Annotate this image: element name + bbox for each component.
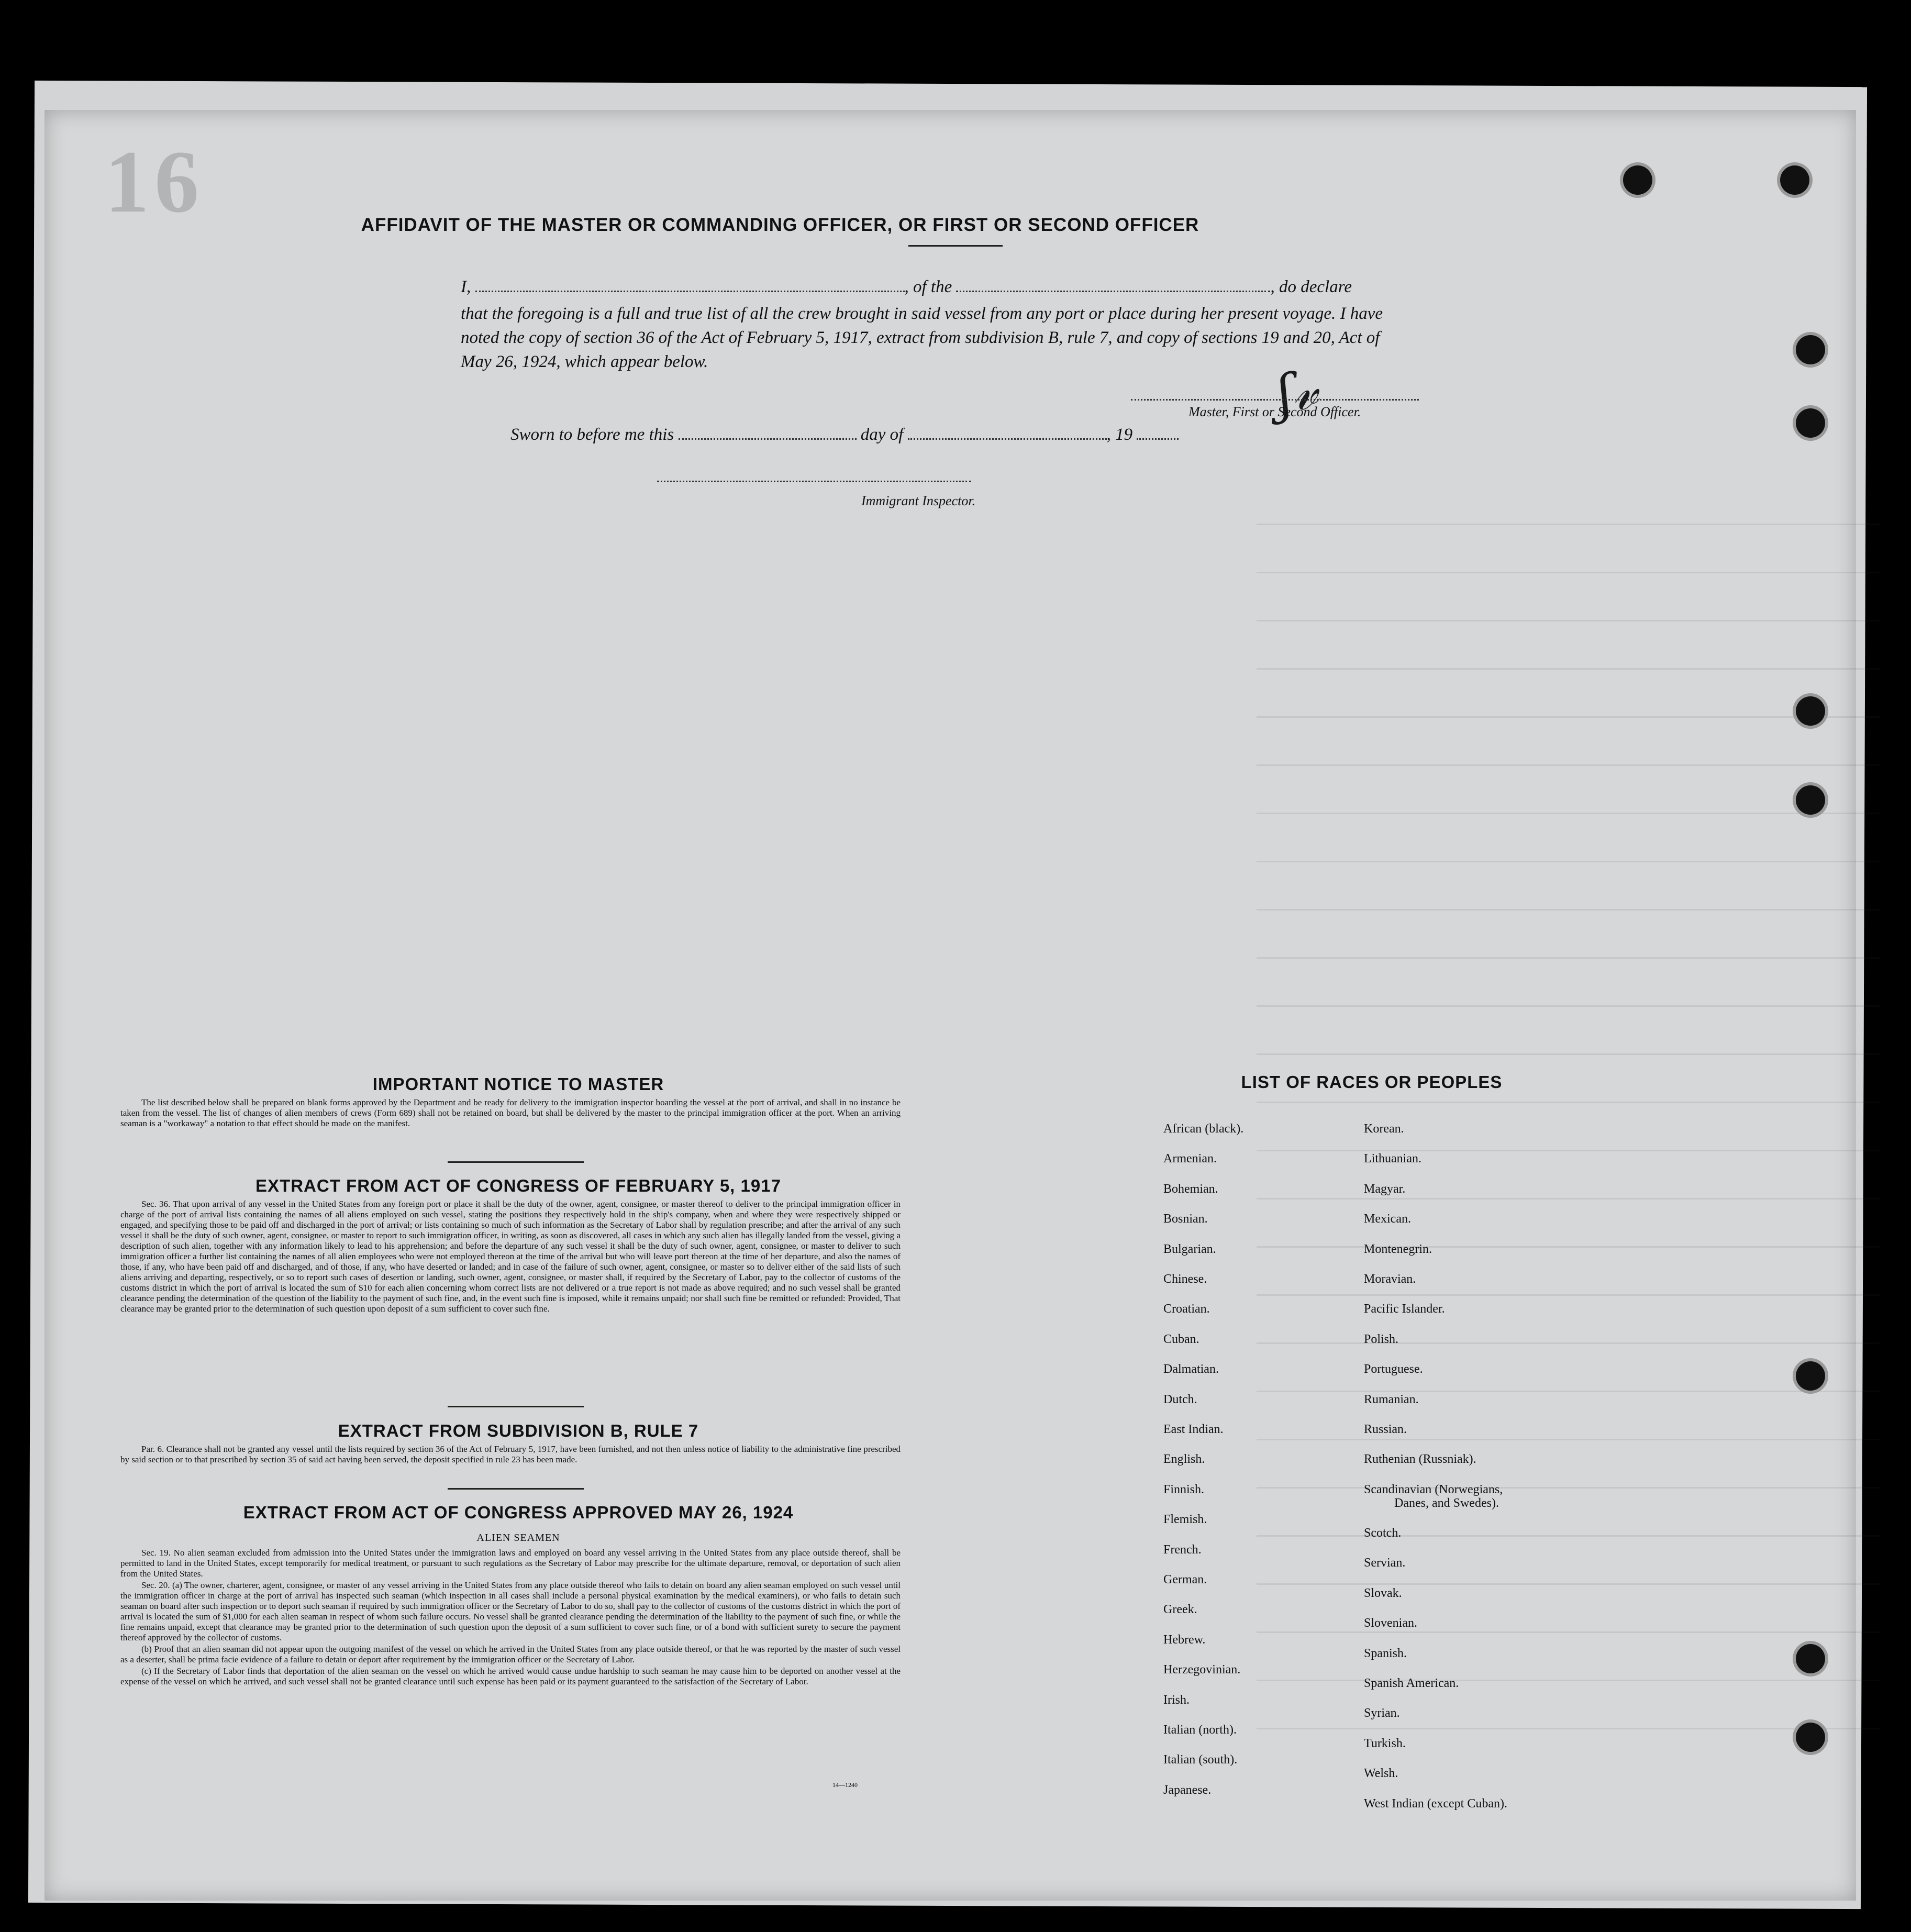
- ghost-row: [1257, 764, 1880, 766]
- name-blank[interactable]: [475, 291, 905, 292]
- affidavit-i-label: I,: [461, 277, 471, 296]
- race-item: Dalmatian.: [1163, 1362, 1219, 1376]
- notice-title: IMPORTANT NOTICE TO MASTER: [372, 1074, 664, 1094]
- ghost-row: [1257, 668, 1880, 670]
- title-rule: [908, 245, 1003, 247]
- sec-19-paragraph: Sec. 19. No alien seaman excluded from admission into the United States under the immigration laws and employed on board any vessel arriving in the United States from any place outside thereof, shall be permitted to land in the United States, except temporarily for medical treatment, or pursuant to such regulations as the Secretary of Labor may prescribe for the ultimate departure, removal, or deportation of such alien from the United States.: [120, 1548, 901, 1579]
- race-item: Slovenian.: [1364, 1616, 1417, 1630]
- race-item: Moravian.: [1364, 1272, 1416, 1286]
- sec-20a-paragraph: Sec. 20. (a) The owner, charterer, agent, consignee, or master of any vessel arriving in the United States from any place outside thereof who fails to detain on board any alien seaman employed on such vessel until the immigration officer in charge at the port of arrival has inspected such seaman (which inspection in all cases shall include a personal physical examination by the medical examiners), or who fails to detain such seaman on board after such inspection or to deport such seaman if required by such immigration officer or the Secretary of Labor to do so, shall pay to the collector of customs of the customs district in which the port of arrival is located the sum of $1,000 for each alien seaman in respect of whom such failure occurs. No vessel shall be granted clearance pending the determination of the liability to the payment of such fine, or while the fine remains unpaid, except that clearance may be granted prior to the determination of such question upon the deposit of a sum sufficient to cover such fine, or of a bond with sufficient surety to secure the payment thereof approved by the collector of customs.: [120, 1580, 901, 1642]
- race-item: Syrian.: [1364, 1706, 1400, 1720]
- race-item: Italian (south).: [1163, 1753, 1238, 1767]
- race-item: Russian.: [1364, 1423, 1407, 1436]
- race-item: Herzegovinian.: [1163, 1663, 1241, 1677]
- affidavit-of-the-label: , of the: [904, 277, 952, 296]
- race-item: Irish.: [1163, 1693, 1190, 1707]
- signature-caption: Master, First or Second Officer.: [1188, 404, 1361, 419]
- ghost-row: [1257, 1391, 1880, 1392]
- race-item: Chinese.: [1163, 1272, 1207, 1286]
- race-item: Mexican.: [1364, 1212, 1411, 1226]
- form-number: 14—1240: [832, 1781, 858, 1789]
- race-item: Japanese.: [1163, 1783, 1212, 1797]
- ghost-row: [1257, 572, 1880, 573]
- sworn-year-blank[interactable]: [1137, 438, 1179, 440]
- section-rule: [448, 1161, 584, 1163]
- ghost-row: [1257, 1342, 1880, 1344]
- ghost-row: [1257, 861, 1880, 862]
- race-item: Welsh.: [1364, 1767, 1398, 1781]
- race-item: Magyar.: [1364, 1182, 1406, 1196]
- punch-hole: [1796, 785, 1825, 815]
- affidavit-title: AFFIDAVIT OF THE MASTER OR COMMANDING OFFICER, OR FIRST OR SECOND OFFICER: [361, 215, 1199, 235]
- affidavit-declare-label: , do declare: [1270, 277, 1352, 296]
- race-item: Italian (north).: [1163, 1723, 1237, 1737]
- race-item: Flemish.: [1163, 1513, 1207, 1527]
- affidavit-body: that the foregoing is a full and true list of all the crew brought in said vessel from any port or place during her present voyage. I have noted the copy of section 36 of the Act of February 5, 1917, extract from subdivision B, rule 7, and copy of sections 19 and 20, Act of May 26, 1924, which appear below.: [461, 304, 1383, 371]
- race-item: Korean.: [1364, 1122, 1404, 1136]
- race-item: Armenian.: [1163, 1152, 1217, 1166]
- sec-20b-paragraph: (b) Proof that an alien seaman did not appear upon the outgoing manifest of the vessel on which he arrived in the United States from any place outside thereof, or that he was reported by the master of such vessel as a deserter, shall be prima facie evidence of a failure to detain or deport after requirement by the immigration officer or the Secretary of Labor.: [120, 1644, 901, 1664]
- notice-paragraph: The list described below shall be prepared on blank forms approved by the Department and be ready for delivery to the immigration inspector boarding the vessel at the port of arrival, and shall in no instance be taken from the vessel. The list of changes of alien members of crews (Form 689) shall not be retained on board, but shall be delivered by the master to the principal immigration officer at the port. When an arriving seaman is a "workaway" a notation to that effect should be made on the manifest.: [120, 1097, 901, 1128]
- race-item: Scotch.: [1364, 1526, 1402, 1540]
- race-item: Montenegrin.: [1364, 1242, 1432, 1256]
- punch-hole: [1796, 696, 1825, 726]
- sworn-month-blank[interactable]: [908, 438, 1107, 440]
- race-item: Pacific Islander.: [1364, 1302, 1445, 1316]
- ghost-row: [1257, 1439, 1880, 1440]
- signature-line[interactable]: [1131, 399, 1419, 401]
- year-label: , 19: [1106, 425, 1133, 444]
- race-item: Slovak.: [1364, 1586, 1402, 1600]
- race-item: Danes, and Swedes).: [1394, 1496, 1499, 1510]
- punch-hole: [1796, 1723, 1825, 1752]
- notice-text: [120, 1097, 901, 1130]
- race-item: Servian.: [1364, 1556, 1406, 1570]
- race-item: French.: [1163, 1542, 1202, 1557]
- extract-1924-title: EXTRACT FROM ACT OF CONGRESS APPROVED MAY 26, 1924: [243, 1503, 794, 1522]
- punch-hole: [1623, 165, 1652, 195]
- sworn-line: [510, 425, 1179, 445]
- inspector-caption: Immigrant Inspector.: [861, 493, 976, 508]
- ghost-row: [1257, 1246, 1880, 1248]
- race-item: Croatian.: [1163, 1302, 1210, 1316]
- race-item: Lithuanian.: [1364, 1152, 1421, 1166]
- race-item: Scandinavian (Norwegians,: [1364, 1482, 1503, 1496]
- race-item: Bohemian.: [1163, 1182, 1218, 1196]
- vessel-blank[interactable]: [956, 291, 1270, 292]
- race-item: Portuguese.: [1364, 1362, 1423, 1376]
- ghost-row: [1257, 716, 1880, 718]
- race-item: Cuban.: [1163, 1332, 1199, 1346]
- races-title: LIST OF RACES OR PEOPLES: [1241, 1072, 1503, 1092]
- affidavit-declaration-line: [461, 277, 1393, 297]
- sec-20c-paragraph: (c) If the Secretary of Labor finds that deportation of the alien seaman on the vessel on which he arrived would cause undue hardship to such seaman he may cause him to be deported on another vessel at the expense of the vessel on which he arrived, and such vessel shall not be granted clearance until such expense has been paid or its payment guaranteed to the satisfaction of the Secretary of Labor.: [120, 1666, 901, 1686]
- race-item: English.: [1163, 1452, 1205, 1467]
- extract-1924-text: [120, 1548, 901, 1688]
- master-signature: ʃ𝓋: [1273, 359, 1322, 425]
- race-item: Dutch.: [1163, 1392, 1197, 1406]
- race-item: Turkish.: [1364, 1736, 1406, 1750]
- race-item: German.: [1163, 1573, 1207, 1586]
- ghost-row: [1257, 1198, 1880, 1200]
- race-item: African (black).: [1163, 1122, 1244, 1136]
- ghost-row: [1257, 957, 1880, 959]
- ghost-row: [1257, 1102, 1880, 1103]
- punch-hole: [1796, 1361, 1825, 1391]
- ghost-row: [1257, 1631, 1880, 1633]
- rule-7-text: [120, 1444, 901, 1466]
- ghost-row: [1257, 1680, 1880, 1681]
- extract-1917-text: [120, 1199, 901, 1315]
- race-item: Hebrew.: [1163, 1633, 1206, 1647]
- ghost-row: [1257, 1294, 1880, 1296]
- race-item: West Indian (except Cuban).: [1364, 1796, 1507, 1811]
- alien-seamen-subtitle: ALIEN SEAMEN: [476, 1532, 560, 1544]
- race-item: Bosnian.: [1163, 1212, 1208, 1226]
- punch-hole: [1796, 335, 1825, 364]
- ghost-row: [1257, 1053, 1880, 1055]
- sworn-label: Sworn to before me this: [510, 425, 674, 444]
- race-item: Finnish.: [1163, 1482, 1205, 1496]
- race-item: Greek.: [1163, 1603, 1197, 1617]
- ghost-row: [1257, 620, 1880, 621]
- punch-hole: [1780, 165, 1809, 195]
- ghost-row: [1257, 909, 1880, 911]
- ghost-row: [1257, 1583, 1880, 1585]
- extract-1917-title: EXTRACT FROM ACT OF CONGRESS OF FEBRUARY 5, 1917: [255, 1176, 781, 1195]
- section-rule: [448, 1406, 584, 1407]
- inspector-signature-line[interactable]: [657, 481, 971, 482]
- race-item: Spanish American.: [1364, 1676, 1459, 1691]
- ghost-row: [1257, 1487, 1880, 1489]
- race-item: Polish.: [1364, 1332, 1399, 1346]
- day-of-label: day of: [860, 425, 904, 444]
- race-item: Rumanian.: [1364, 1392, 1419, 1406]
- page-number-stamp: 16: [105, 132, 204, 231]
- ghost-row: [1257, 1150, 1880, 1151]
- ghost-row: [1257, 1728, 1880, 1729]
- punch-hole: [1796, 408, 1825, 438]
- race-item: Ruthenian (Russniak).: [1364, 1452, 1476, 1467]
- sec-36-paragraph: Sec. 36. That upon arrival of any vessel in the United States from any foreign port or place it shall be the duty of the owner, agent, consignee, or master thereof to deliver to the principal immigration officer in charge of the port of arrival lists containing the names of all aliens employed on such vessel, stating the positions they respectively hold in the ship's company, when and where they were respectively shipped or engaged, and specifying those to be paid off and discharged in the port of arrival; or lists containing so much of such information as the Secretary of Labor shall by regulation prescribe; and after the arrival of any such vessel it shall be the duty of such owner, agent, consignee, or master to report to such immigration officer, in writing, as soon as discovered, all cases in which any such alien has illegally landed from the vessel, giving a description of such alien, together with any information likely to lead to his apprehension; and before the departure of any such vessel it shall be the duty of such owner, agent, consignee, or master to deliver to such immigration officer a further list containing the names of all alien employees who were not employed thereon at the time of the arrival but who will leave port thereon at the time of her departure, and also the names of those, if any, who have been paid off and discharged, and of those, if any, who have deserted or landed; and in case of the failure of such owner, agent, consignee, or master so to deliver either of the said lists of such aliens arriving and departing, respectively, or so to report such cases of desertion or landing, such owner, agent, consignee, or master shall, if required by the Secretary of Labor, pay to the collector of customs of the customs district in which the port of arrival is located the sum of $10 for each alien concerning whom correct lists are not delivered or a true report is not made as above required; and no such vessel shall be granted clearance pending the determination of the question of the liability to the payment of such fine, and, in the event such fine is imposed, while it remains unpaid; nor shall such fine be remitted or refunded: Provided, That clearance may be granted prior to the determination of such question upon deposit of a sum sufficient to cover such fine.: [120, 1199, 901, 1314]
- ghost-row: [1257, 813, 1880, 814]
- ghost-row: [1257, 1535, 1880, 1537]
- race-item: East Indian.: [1163, 1423, 1224, 1436]
- par-6-paragraph: Par. 6. Clearance shall not be granted any vessel until the lists required by section 36 of the Act of February 5, 1917, have been furnished, and not then unless notice of liability to the administrative fine prescribed by said section or to that prescribed by section 35 of said act having been served, the deposit specified in rule 23 has been made.: [120, 1444, 901, 1464]
- race-item: Spanish.: [1364, 1646, 1407, 1660]
- ghost-row: [1257, 524, 1880, 525]
- punch-hole: [1796, 1644, 1825, 1673]
- section-rule: [448, 1488, 584, 1490]
- ghost-row: [1257, 1005, 1880, 1007]
- sworn-day-blank[interactable]: [679, 438, 857, 440]
- rule-7-title: EXTRACT FROM SUBDIVISION B, RULE 7: [338, 1421, 699, 1440]
- race-item: Bulgarian.: [1163, 1242, 1216, 1256]
